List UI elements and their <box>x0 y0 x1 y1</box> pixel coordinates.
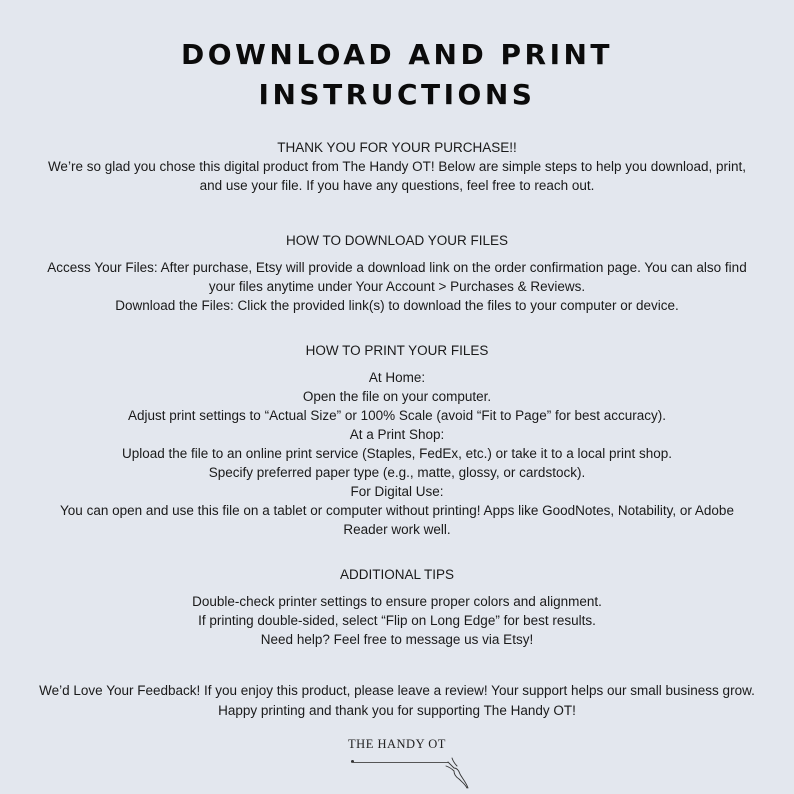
download-text-line-1: Access Your Files: After purchase, Etsy will provide a download link on the order confirmation page. You can also find <box>47 260 747 275</box>
download-text-line-2: your files anytime under Your Account > Purchases & Reviews. <box>208 279 586 294</box>
closing-line-1: We’d Love Your Feedback! If you enjoy this product, please leave a review! Your support helps our small business grow. <box>39 683 755 698</box>
intro-section <box>30 138 764 195</box>
intro-heading: THANK YOU FOR YOUR PURCHASE!! <box>277 140 517 155</box>
page-title-line-1: DOWNLOAD AND PRINT <box>180 38 614 71</box>
print-heading: HOW TO PRINT YOUR FILES <box>305 343 489 358</box>
closing-line-2: Happy printing and thank you for supporting The Handy OT! <box>218 703 576 718</box>
download-text-line-3: Download the Files: Click the provided link(s) to download the files to your computer or device. <box>115 298 679 313</box>
logo-underline <box>352 762 448 763</box>
download-section <box>30 231 764 315</box>
tips-line-1: Double-check printer settings to ensure proper colors and alignment. <box>192 594 602 609</box>
print-home-step-2: Adjust print settings to “Actual Size” or 100% Scale (avoid “Fit to Page” for best accuracy). <box>128 408 666 423</box>
closing-section <box>20 681 774 720</box>
tips-section <box>30 565 764 649</box>
download-heading: HOW TO DOWNLOAD YOUR FILES <box>285 233 509 248</box>
print-shop-step-1: Upload the file to an online print service (Staples, FedEx, etc.) or take it to a local print shop. <box>121 446 673 461</box>
tips-line-2: If printing double-sided, select “Flip on Long Edge” for best results. <box>198 613 596 628</box>
print-digital-text-1: You can open and use this file on a tablet or computer without printing! Apps like GoodNotes, Notability, or Adobe <box>60 503 734 518</box>
print-shop-label: At a Print Shop: <box>349 427 445 442</box>
tips-heading: ADDITIONAL TIPS <box>339 567 455 582</box>
brand-logo-text: THE HANDY OT <box>348 737 446 751</box>
print-digital-label: For Digital Use: <box>350 484 444 499</box>
tips-line-3: Need help? Feel free to message us via Etsy! <box>260 632 534 647</box>
print-section <box>30 341 764 539</box>
hand-icon <box>440 752 480 792</box>
print-shop-step-2: Specify preferred paper type (e.g., matte, glossy, or cardstock). <box>208 465 586 480</box>
intro-text-line-1: We’re so glad you chose this digital product from The Handy OT! Below are simple steps to help you download, print, <box>47 159 747 174</box>
intro-text-line-2: and use your file. If you have any questions, feel free to reach out. <box>199 178 595 193</box>
print-digital-text-2: Reader work well. <box>343 522 451 537</box>
print-home-step-1: Open the file on your computer. <box>302 389 492 404</box>
page-title-line-2: INSTRUCTIONS <box>258 78 536 111</box>
print-home-label: At Home: <box>368 370 426 385</box>
